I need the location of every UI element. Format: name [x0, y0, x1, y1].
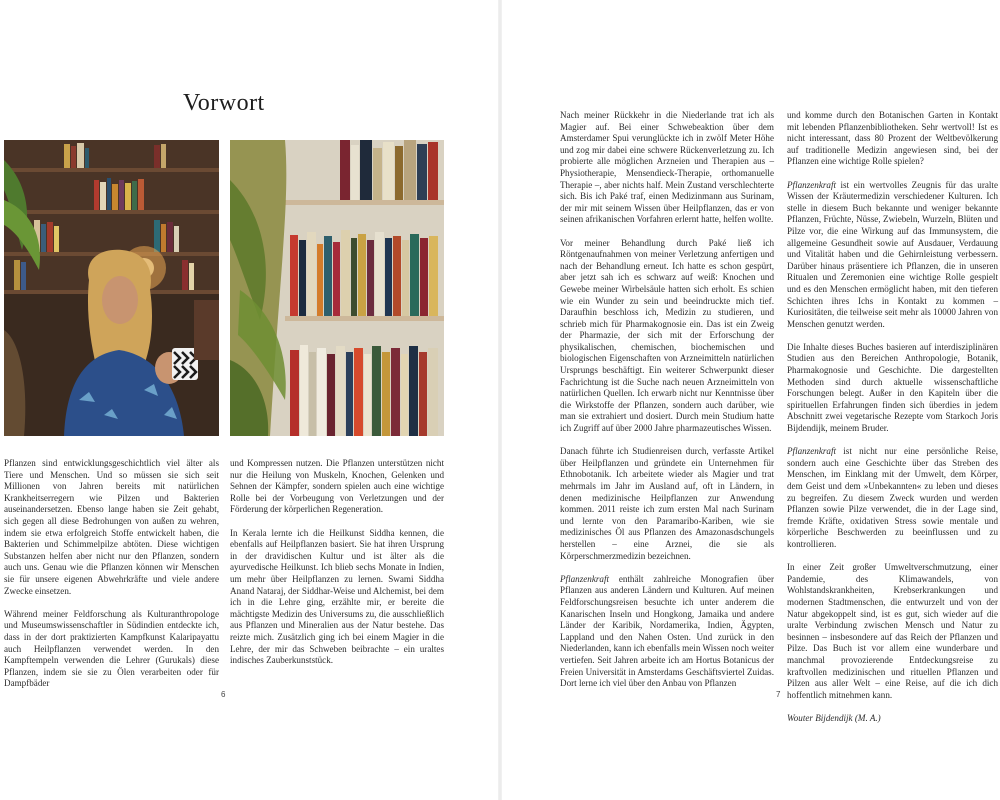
left-column-2: [230, 458, 444, 667]
paragraph: Vor meiner Behandlung durch Paké ließ ich Röntgenaufnahmen von meiner Verletzung anfertigen und nach der Behandlung erneut. Ich hatte es schon gespürt, aber jetzt sah ich es schwarz auf weiß: Knochen und Gewebe meiner Wirbelsäule hatten sich erholt. Es schien wie ein Wunder zu sein und beeindruckte mich tief. Daraufhin beschloss ich, Medizin zu studieren, und schrieb mich für Pharmakognosie ein. Das ist ein Zweig der Pharmazie, der sich mit der Erforschung der physikalischen, chemischen, biochemischen und biologischen Eigenschaften von Arzneimitteln natürlichen Ursprungs beschäftigt. Ein weiterer Schwerpunkt dieser Fachrichtung ist die Suche nach neuen Arzneimitteln von natürlichen Quellen. Ich erwarb nicht nur Kenntnisse über die Wirkstoffe der Pflanzen, sondern auch darüber, wie man sie extrahiert und dosiert. Durch mein Studium hatte ich Zugriff auf über 2000 Jahre pharmazeutisches Wissen.: [560, 237, 774, 434]
book-title: Pflanzenkraft: [560, 573, 609, 584]
portrait-photo: [4, 140, 219, 436]
bookshelf-photo: [230, 140, 444, 436]
right-column-1: [560, 110, 774, 690]
paragraph: In Kerala lernte ich die Heilkunst Siddha kennen, die ebenfalls auf Heilpflanzen basiert. Sie hat ihren Ursprung in der dravidischen Kultur und ist älter als die ayurvedische Heilkunst. Ich blieb sechs Monate in Indien, um mehr über Heilpflanzen zu lernen. Swami Siddha Anand Nataraj, der Siddhar-Weise und Alchemist, bei dem ich in die Lehre ging, erzählte mir, er bereite die mächtigste Medizin des Universums zu, die ausschließlich aus Pflanzen und Mineralien aus der Natur bestehe. Das reizte mich. Zusätzlich ging ich bei einem Magier in die Lehre, der mir das Schweben beibrachte – ein uraltes indisches Zauberkunststück.: [230, 527, 444, 666]
paragraph: Nach meiner Rückkehr in die Niederlande trat ich als Magier auf. Bei einer Schwebeaktion über dem Amsterdamer Spui verunglückte ich in zwölf Meter Höhe und zog mir dabei eine schwere Rückenverletzung zu. Ich probierte alle möglichen Arzneien und Therapien aus – Physiotherapie, Mensendieck-Therapie, orthomanuelle Therapie –, aber nichts half. Mein Zustand verschlechterte sich. Bis ich Paké traf, einen Medizinmann aus Surinam, der mir mit seinem Wissen über Heilpflanzen, das er von seinen afrikanischen Vorfahren erlernt hatte, helfen wollte.: [560, 110, 774, 225]
page-number-left: 6: [221, 690, 226, 699]
paragraph: Pflanzenkraft enthält zahlreiche Monografien über Pflanzen aus anderen Ländern und Kulturen. Auf meinen Feldforschungsreisen besuchte ich unter anderem die Kanarischen Inseln und Hongkong, Jamaika und andere Länder der Karibik, Nordamerika, Indien, Ägypten, Lappland und den Nahen Osten. Und zurück in den Niederlanden, kann ich ebenfalls mein Wissen noch weiter vertiefen. Seit Jahren arbeite ich am Hortus Botanicus der Freien Universität in Amsterdams Geschäftsviertel Zuidas. Dort lerne ich viel über den Anbau von Pflanzen: [560, 573, 774, 689]
paragraph: Danach führte ich Studienreisen durch, verfasste Artikel über Heilpflanzen und gründete ein Unternehmen für Ethnobotanik. Ich arbeitete wieder als Magier und trat mehrmals im Jahr im Ausland auf, oft in Ländern, in denen medizinische Heilpflanzen zur Anwendung kommen. 2011 reiste ich zum ersten Mal nach Surinam und lernte von den Paramaribo-Kariben, wie sie medizinisches Öl aus Pflanzen des Amazonasdschungels herstellen – eine Arznei, die sie als Körperschmerzmedizin bezeichnen.: [560, 446, 774, 561]
paragraph: Pflanzenkraft ist nicht nur eine persönliche Reise, sondern auch eine Geschichte über das Streben des Menschen, im Einklang mit der Umwelt, dem Körper, dem Geist und dem »Unbekannten« zu leben und dieses zu begreifen. Zu diesem Zweck wurden und werden Pflanzen sowie Pilze verwendet, die in der Lage sind, fremde Kräfte, oxidativen Stress sowie mentale und körperliche Beschwerden zu beeinflussen und zu kontrollieren.: [787, 446, 998, 549]
right-column-2: [787, 110, 998, 724]
paragraph: Pflanzen sind entwicklungsgeschichtlich viel älter als Tiere und Menschen. Und so müssen sie sich seit Millionen von Jahren bereits mit natürlichen Krankheitserregern wie Pilzen und Bakterien auseinandersetzen. Ebenso lange haben sie Zeit gehabt, sich gegen all diese Bedrohungen von außen zu wehren, indem sie etwa erfolgreich Stoffe entwickelt haben, die Bakterien und Schimmelpilze abtöten. Diese wichtigen Substanzen helfen aber nicht nur den Pflanzen, sondern auch uns. Genau wie die Pflanzen können wir Menschen sie für unsere eigenen Abwehrkräfte und viele andere Zwecke einsetzen.: [4, 458, 219, 596]
page-number-right: 7: [776, 690, 781, 699]
page-title: Vorwort: [183, 90, 265, 116]
paragraph: In einer Zeit großer Umweltverschmutzung, einer Pandemie, des Klimawandels, von Wohlstandskrankheiten, Krebserkrankungen und modernen Stadtmenschen, die entwurzelt und von der Natur abgekoppelt sind, ist es gut, sich wieder auf die uralte Verbindung zwischen Mensch und Natur zu besinnen – insbesondere auf das Reich der Pflanzen und Pilze. Das Buch ist vor allem eine wunderbare und manchmal provozierende Entdeckungsreise zu kraftvollen medizinischen und rituellen Pflanzen und Pilzen aus aller Welt – eine Reise, auf die ich dich hoffentlich mitnehmen kann.: [787, 562, 998, 700]
book-title: Pflanzenkraft: [787, 179, 836, 190]
paragraph: Pflanzenkraft ist ein wertvolles Zeugnis für das uralte Wissen der Kräutermedizin verschiedener Kulturen. Ich stelle in diesem Buch bekannte und weniger bekannte Pflanzen, Früchte, Nüsse, Zwiebeln, Wurzeln, Blüten und Pilze vor, die eine Wirkung auf das Immunsystem, die allgemeine Gesundheit sowie auf Ausdauer, Verdauung und Vitalität haben und die Gehirnleistung verbessern. Darüber hinaus präsentiere ich Pflanzen, die in unseren Ritualen und Zeremonien eine wichtige Rolle gespielt und es den Menschen ermöglicht haben, mit den tieferen Schichten ihres Ichs in Kontakt zu kommen – Kuriositäten, die teilweise seit mehr als 10000 Jahren von Menschen genutzt werden.: [787, 179, 998, 329]
paragraph: Die Inhalte dieses Buches basieren auf interdisziplinären Studien aus den Bereichen Anthropologie, Botanik, Pharmakognosie und Geschichte. Die dargestellten Methoden sind durch aktuelle wissenschaftliche Forschungen belegt. Außer in den Kapiteln über die spirituellen Erfahrungen finden sich überdies in jedem Abschnitt zwei vegetarische Rezepte vom Starkoch Joris Bijdendijk, meinem Bruder.: [787, 341, 998, 434]
paragraph: Während meiner Feldforschung als Kulturanthropologe und Museumswissenschaftler in Südindien entdeckte ich, dass in der dort praktizierten Kampfkunst Kalaripayattu auch Heilpflanzen verwendet werden. In den Kampftempeln verwenden die Lehrer (Gurukals) diese Pflanzen, indem sie sie zu Ölen verarbeiten oder für Dampfbäder: [4, 608, 219, 689]
book-title: Pflanzenkraft: [787, 446, 836, 457]
author-signature: Wouter Bijdendijk (M. A.): [787, 712, 881, 723]
paragraph: und Kompressen nutzen. Die Pflanzen unterstützen nicht nur die Heilung von Muskeln, Knochen, Gelenken und Sehnen der Kämpfer, sondern spielen auch eine wichtige Rolle bei der Vorbeugung von Verletzungen und der Förderung der körperlichen Regeneration.: [230, 458, 444, 515]
page-gutter: [498, 0, 502, 800]
left-column-1: [4, 458, 219, 690]
paragraph: und komme durch den Botanischen Garten in Kontakt mit lebenden Pflanzenbibliotheken. Sehr wertvoll! Ist es nicht interessant, dass 80 Prozent der Weltbevölkerung auf traditionelle Medizin angewiesen sind, bei der Pflanzen eine wichtige Rolle spielen?: [787, 110, 998, 167]
